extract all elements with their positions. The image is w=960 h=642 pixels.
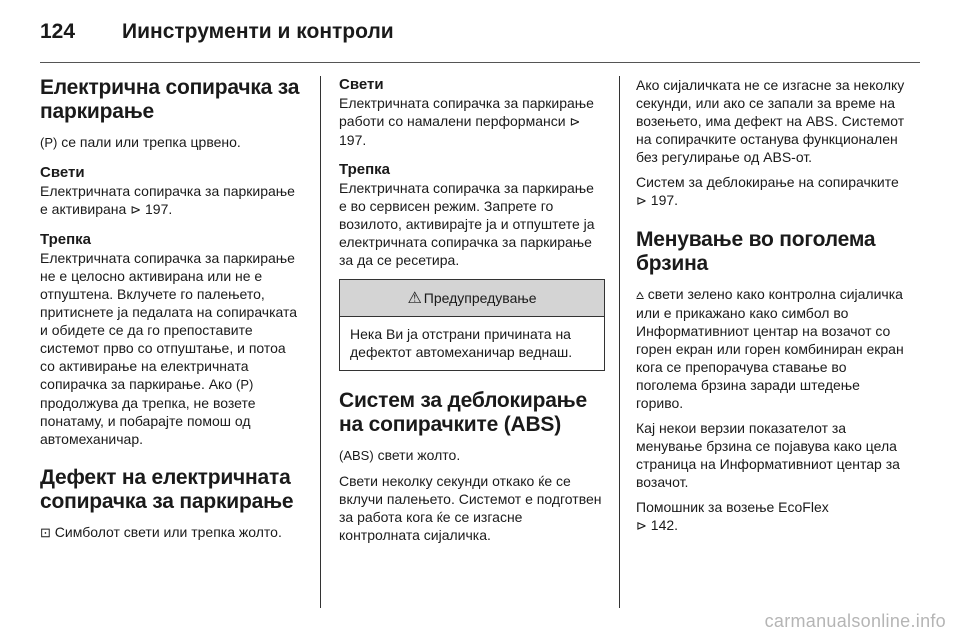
paragraph: Електричната сопирачка за паркирање е активирана ⊳ 197. xyxy=(40,183,295,217)
column-3 xyxy=(636,76,906,535)
warning-triangle-icon: ⚠ xyxy=(407,290,422,307)
page-number: 124 xyxy=(40,20,76,43)
column-2 xyxy=(339,76,605,544)
warning-header: ⚠ Предупредување xyxy=(340,280,604,317)
parking-brake-icon: (P) xyxy=(236,377,254,392)
section-heading-electric-parking-brake: Електрична сопирачка за паркирање xyxy=(40,76,300,123)
warning-text: Нека Ви ја отстрани причината на дефектот автомеханичар веднаш. xyxy=(350,326,573,360)
parking-brake-icon: (P) xyxy=(40,135,58,150)
paragraph: ⊡ Симболот свети или трепка жолто. xyxy=(40,524,282,540)
page-reference-icon: ⊳ xyxy=(636,518,647,533)
paragraph: Кај некои верзии показателот за менување брзина се појавува како цела страница на Информативниот центар за возачот. xyxy=(636,420,900,490)
page-reference-icon: ⊳ xyxy=(636,193,647,208)
paragraph: Помошник за возење EcoFlex ⊳ 142. xyxy=(636,499,829,533)
page-reference-icon: ⊳ xyxy=(569,114,581,129)
paragraph: ⩟ свети зелено како контролна сијаличка или е прикажано како симбол во Информативниот центар на возачот со горен екран или горен комбиниран екран кога се препорачува ставање во поголема брзина заради штедење гориво. xyxy=(636,286,904,411)
watermark: carmanualsonline.info xyxy=(764,611,946,631)
paragraph: Свети неколку секунди откако ќе се вклучи палењето. Системот е подготвен за работа кога ќе се изгасне контролната сијаличка. xyxy=(339,473,602,543)
header-rule xyxy=(40,62,920,63)
paragraph: Ако сијаличката не се изгасне за неколку секунди, или ако се запали за време на возењето, има дефект на ABS. Системот на сопирачките останува функционален без регулирање од ABS-от. xyxy=(636,77,905,165)
chapter-title: Иинструменти и контроли xyxy=(122,20,394,43)
warning-box xyxy=(339,279,605,371)
page-header xyxy=(40,14,920,54)
subheading-flashing: Трепка xyxy=(339,161,391,178)
paragraph: (ABS) свети жолто. xyxy=(339,447,461,463)
page-reference[interactable]: 197. xyxy=(145,201,173,217)
page-reference[interactable]: 142. xyxy=(650,517,679,533)
page-reference-icon: ⊳ xyxy=(130,202,142,217)
subheading-lit: Свети xyxy=(339,76,384,93)
parking-brake-fault-icon: ⊡ xyxy=(40,525,51,540)
paragraph: Систем за деблокирање на сопирачките ⊳ 197. xyxy=(636,174,899,208)
section-heading-parking-brake-fault: Дефект на електричната сопирачка за паркирање xyxy=(40,466,294,513)
paragraph: Електричната сопирачка за паркирање работи со намалени перформанси ⊳ 197. xyxy=(339,95,594,148)
column-divider xyxy=(320,76,321,608)
paragraph: Електричната сопирачка за паркирање е во сервисен режим. Запрете го возилото, активирајте ја и отпуштете ја електричната сопирачка за паркирање за да се ресетира. xyxy=(339,180,595,268)
column-1 xyxy=(40,76,302,542)
subheading-lit: Свети xyxy=(40,164,85,181)
abs-icon: (ABS) xyxy=(339,448,374,463)
column-divider xyxy=(619,76,620,608)
subheading-flashing: Трепка xyxy=(40,231,92,248)
upshift-icon: ⩟ xyxy=(636,287,644,302)
paragraph: Електричната сопирачка за паркирање не е целосно активирана или не е отпуштена. Вклучете го палењето, притиснете ја педалата на сопирачката и обидете се да го препоставите системот прво со отпуштање, и потоа со активирање на електричната сопирачка за паркирање. Ако (P) продолжува да трепка, не возете понатаму, и побарајте помош од автомеханичар. xyxy=(40,250,298,447)
section-heading-upshift: Менување во поголема брзина xyxy=(636,228,876,275)
page-reference[interactable]: 197. xyxy=(339,132,367,148)
section-heading-abs: Систем за деблокирање на сопирачките (ABS) xyxy=(339,389,587,436)
page-reference[interactable]: 197. xyxy=(650,192,679,208)
paragraph: (P) се пали или трепка црвено. xyxy=(40,134,241,150)
